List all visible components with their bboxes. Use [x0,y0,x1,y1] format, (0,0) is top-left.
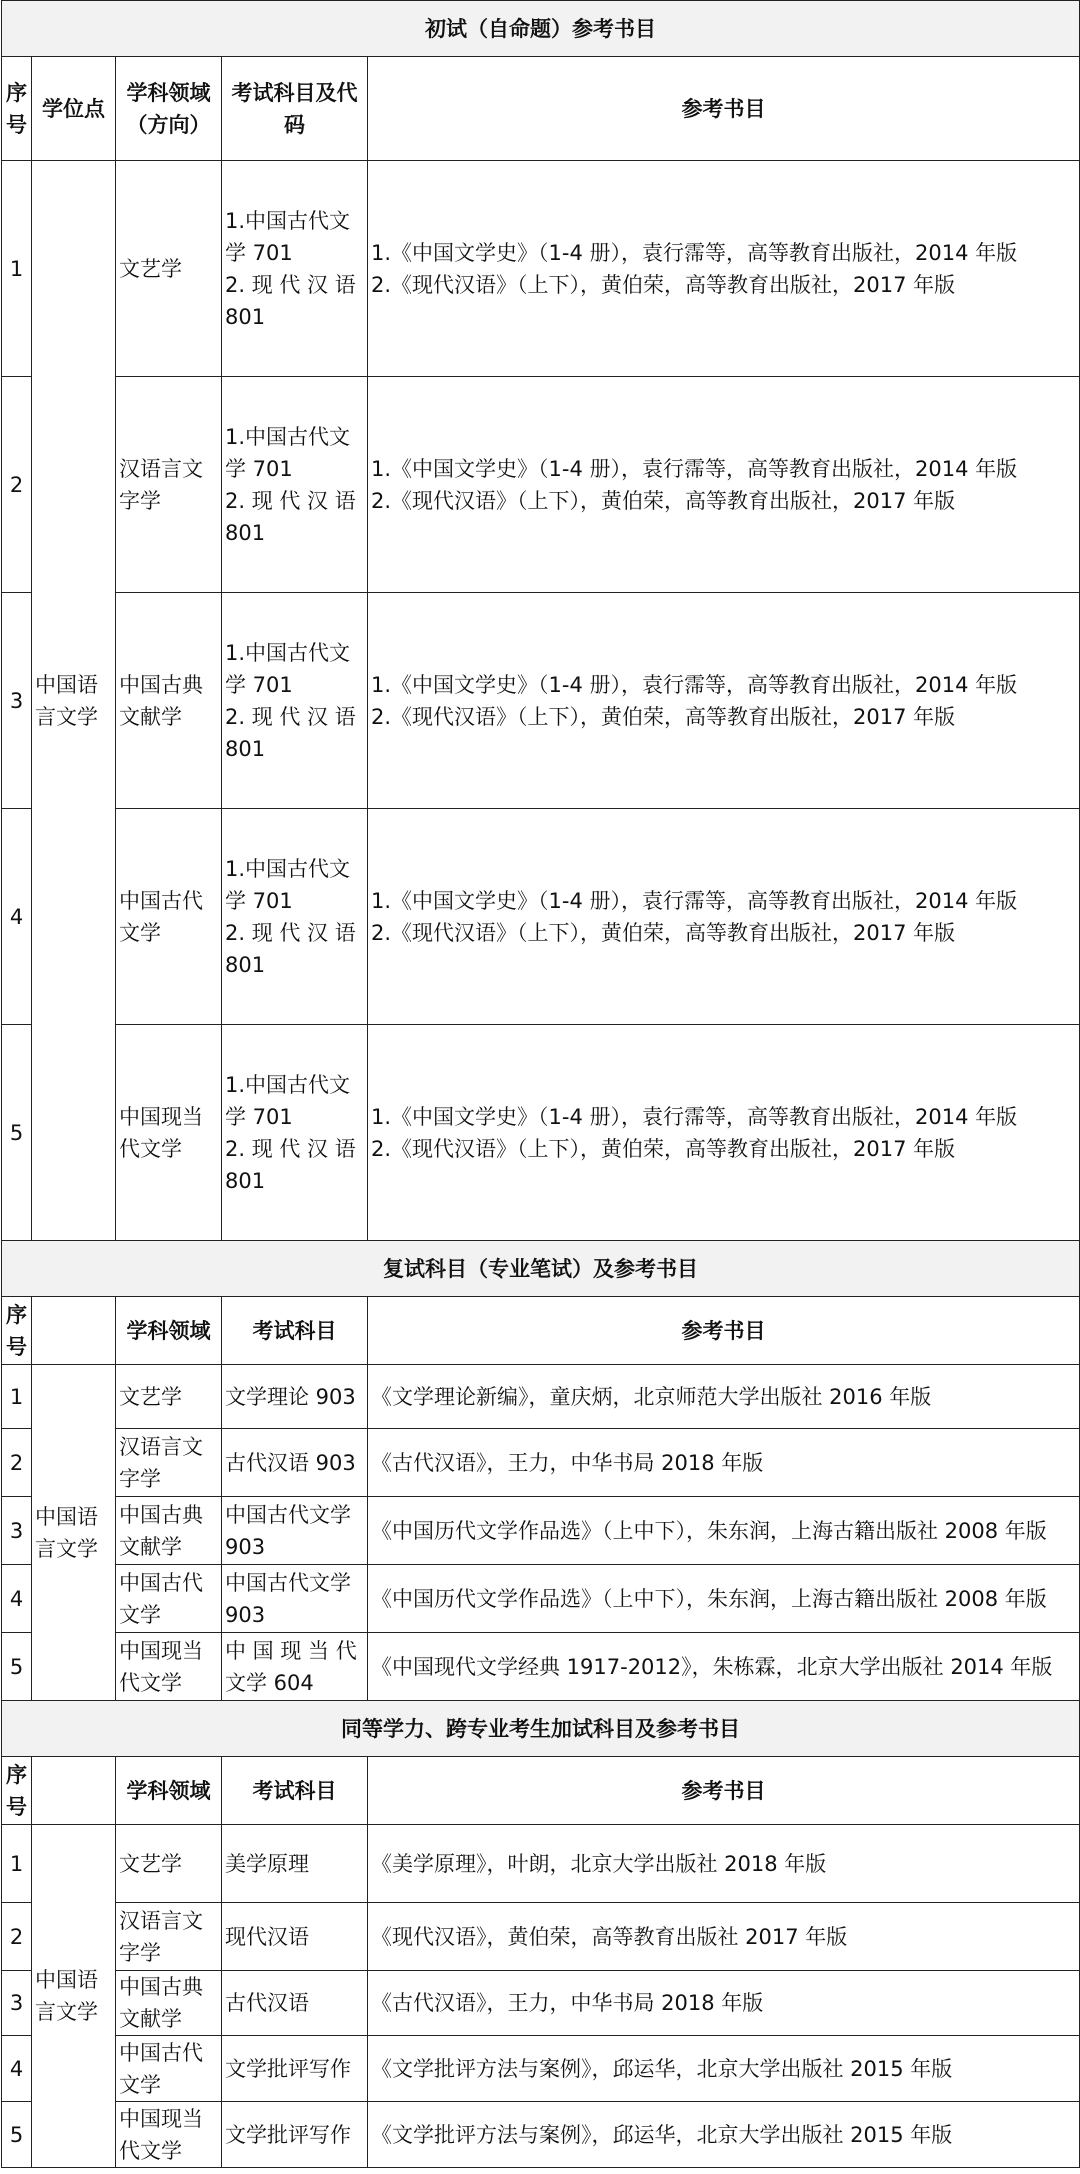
section-title: 初试（自命题）参考书目 [2,1,1080,57]
subject-cell: 文学批评写作 [222,2036,368,2102]
field-cell: 中国现当代文学 [116,1633,222,1701]
row-no: 5 [2,1633,32,1701]
books-cell: 1.《中国文学史》（1-4 册），袁行霈等，高等教育出版社，2014 年版 2.《现代汉语》（上下），黄伯荣，高等教育出版社，2017 年版 [368,161,1080,377]
header-books: 参考书目 [368,1297,1080,1365]
subject-cell: 1.中国古代文学 701 2. 现 代 汉 语 801 [222,377,368,593]
books-cell: 1.《中国文学史》（1-4 册），袁行霈等，高等教育出版社，2014 年版 2.《现代汉语》（上下），黄伯荣，高等教育出版社，2017 年版 [368,593,1080,809]
row-no: 4 [2,809,32,1025]
row-no: 4 [2,2036,32,2102]
header-subject: 考试科目及代码 [222,57,368,161]
table-row [2,1633,1080,1701]
section-title: 同等学力、跨专业考生加试科目及参考书目 [2,1701,1080,1757]
header-degree: 学位点 [32,57,116,161]
field-cell: 文艺学 [116,1825,222,1903]
row-no: 5 [2,1025,32,1241]
header-books: 参考书目 [368,1757,1080,1825]
degree-cell: 中国语言文学 [32,1365,116,1701]
row-no: 1 [2,1365,32,1429]
table-row [2,593,1080,809]
header-subject: 考试科目 [222,1297,368,1365]
books-cell: 《现代汉语》，黄伯荣，高等教育出版社 2017 年版 [368,1903,1080,1971]
table-row [2,1497,1080,1565]
header-field: 学科领域 [116,1757,222,1825]
field-cell: 中国古代文学 [116,1565,222,1633]
row-no: 3 [2,1497,32,1565]
field-cell: 中国古代文学 [116,809,222,1025]
table-row [2,1971,1080,2036]
subject-cell: 文学理论 903 [222,1365,368,1429]
row-no: 5 [2,2102,32,2168]
row-no: 2 [2,1429,32,1497]
table-row [2,1565,1080,1633]
books-cell: 1.《中国文学史》（1-4 册），袁行霈等，高等教育出版社，2014 年版 2.《现代汉语》（上下），黄伯荣，高等教育出版社，2017 年版 [368,1025,1080,1241]
header-degree [32,1297,116,1365]
field-cell: 文艺学 [116,161,222,377]
row-no: 2 [2,1903,32,1971]
row-no: 4 [2,1565,32,1633]
header-no: 序号 [2,57,32,161]
subject-cell: 中 国 现 当 代 文学 604 [222,1633,368,1701]
table-row [2,161,1080,377]
table-row [2,1365,1080,1429]
degree-cell: 中国语言文学 [32,1825,116,2168]
field-cell: 汉语言文字学 [116,377,222,593]
field-cell: 中国现当代文学 [116,1025,222,1241]
books-cell: 1.《中国文学史》（1-4 册），袁行霈等，高等教育出版社，2014 年版 2.《现代汉语》（上下），黄伯荣，高等教育出版社，2017 年版 [368,377,1080,593]
books-cell: 《中国历代文学作品选》（上中下），朱东润，上海古籍出版社 2008 年版 [368,1497,1080,1565]
header-degree [32,1757,116,1825]
row-no: 1 [2,1825,32,1903]
books-cell: 《古代汉语》，王力，中华书局 2018 年版 [368,1429,1080,1497]
subject-cell: 1.中国古代文学 701 2. 现 代 汉 语 801 [222,809,368,1025]
books-cell: 《中国现代文学经典 1917-2012》，朱栋霖，北京大学出版社 2014 年版 [368,1633,1080,1701]
subject-cell: 1.中国古代文学 701 2. 现 代 汉 语 801 [222,1025,368,1241]
books-cell: 《中国历代文学作品选》（上中下），朱东润，上海古籍出版社 2008 年版 [368,1565,1080,1633]
subject-cell: 1.中国古代文学 701 2. 现 代 汉 语 801 [222,593,368,809]
books-cell: 《古代汉语》，王力，中华书局 2018 年版 [368,1971,1080,2036]
table-row [2,2036,1080,2102]
subject-cell: 现代汉语 [222,1903,368,1971]
subject-cell: 中国古代文学 903 [222,1497,368,1565]
header-books: 参考书目 [368,57,1080,161]
header-no: 序号 [2,1757,32,1825]
header-field: 学科领域（方向） [116,57,222,161]
books-cell: 《美学原理》，叶朗，北京大学出版社 2018 年版 [368,1825,1080,1903]
subject-cell: 美学原理 [222,1825,368,1903]
table-row [2,1903,1080,1971]
field-cell: 中国古典文献学 [116,593,222,809]
table-row [2,809,1080,1025]
table-row [2,1025,1080,1241]
books-cell: 《文学批评方法与案例》，邱运华，北京大学出版社 2015 年版 [368,2036,1080,2102]
reference-table [1,0,1080,2168]
subject-cell: 文学批评写作 [222,2102,368,2168]
field-cell: 中国古典文献学 [116,1971,222,2036]
header-subject: 考试科目 [222,1757,368,1825]
row-no: 2 [2,377,32,593]
subject-cell: 1.中国古代文学 701 2. 现 代 汉 语 801 [222,161,368,377]
row-no: 3 [2,1971,32,2036]
table-row [2,377,1080,593]
field-cell: 汉语言文字学 [116,1903,222,1971]
table-row [2,1429,1080,1497]
subject-cell: 古代汉语 903 [222,1429,368,1497]
books-cell: 1.《中国文学史》（1-4 册），袁行霈等，高等教育出版社，2014 年版 2.《现代汉语》（上下），黄伯荣，高等教育出版社，2017 年版 [368,809,1080,1025]
header-field: 学科领域 [116,1297,222,1365]
field-cell: 中国现当代文学 [116,2102,222,2168]
degree-cell: 中国语言文学 [32,161,116,1241]
books-cell: 《文学理论新编》，童庆炳，北京师范大学出版社 2016 年版 [368,1365,1080,1429]
section-title: 复试科目（专业笔试）及参考书目 [2,1241,1080,1297]
row-no: 1 [2,161,32,377]
books-cell: 《文学批评方法与案例》，邱运华，北京大学出版社 2015 年版 [368,2102,1080,2168]
field-cell: 中国古典文献学 [116,1497,222,1565]
subject-cell: 中国古代文学 903 [222,1565,368,1633]
field-cell: 文艺学 [116,1365,222,1429]
field-cell: 汉语言文字学 [116,1429,222,1497]
table-row [2,1825,1080,1903]
table-row [2,2102,1080,2168]
header-no: 序号 [2,1297,32,1365]
row-no: 3 [2,593,32,809]
subject-cell: 古代汉语 [222,1971,368,2036]
field-cell: 中国古代文学 [116,2036,222,2102]
